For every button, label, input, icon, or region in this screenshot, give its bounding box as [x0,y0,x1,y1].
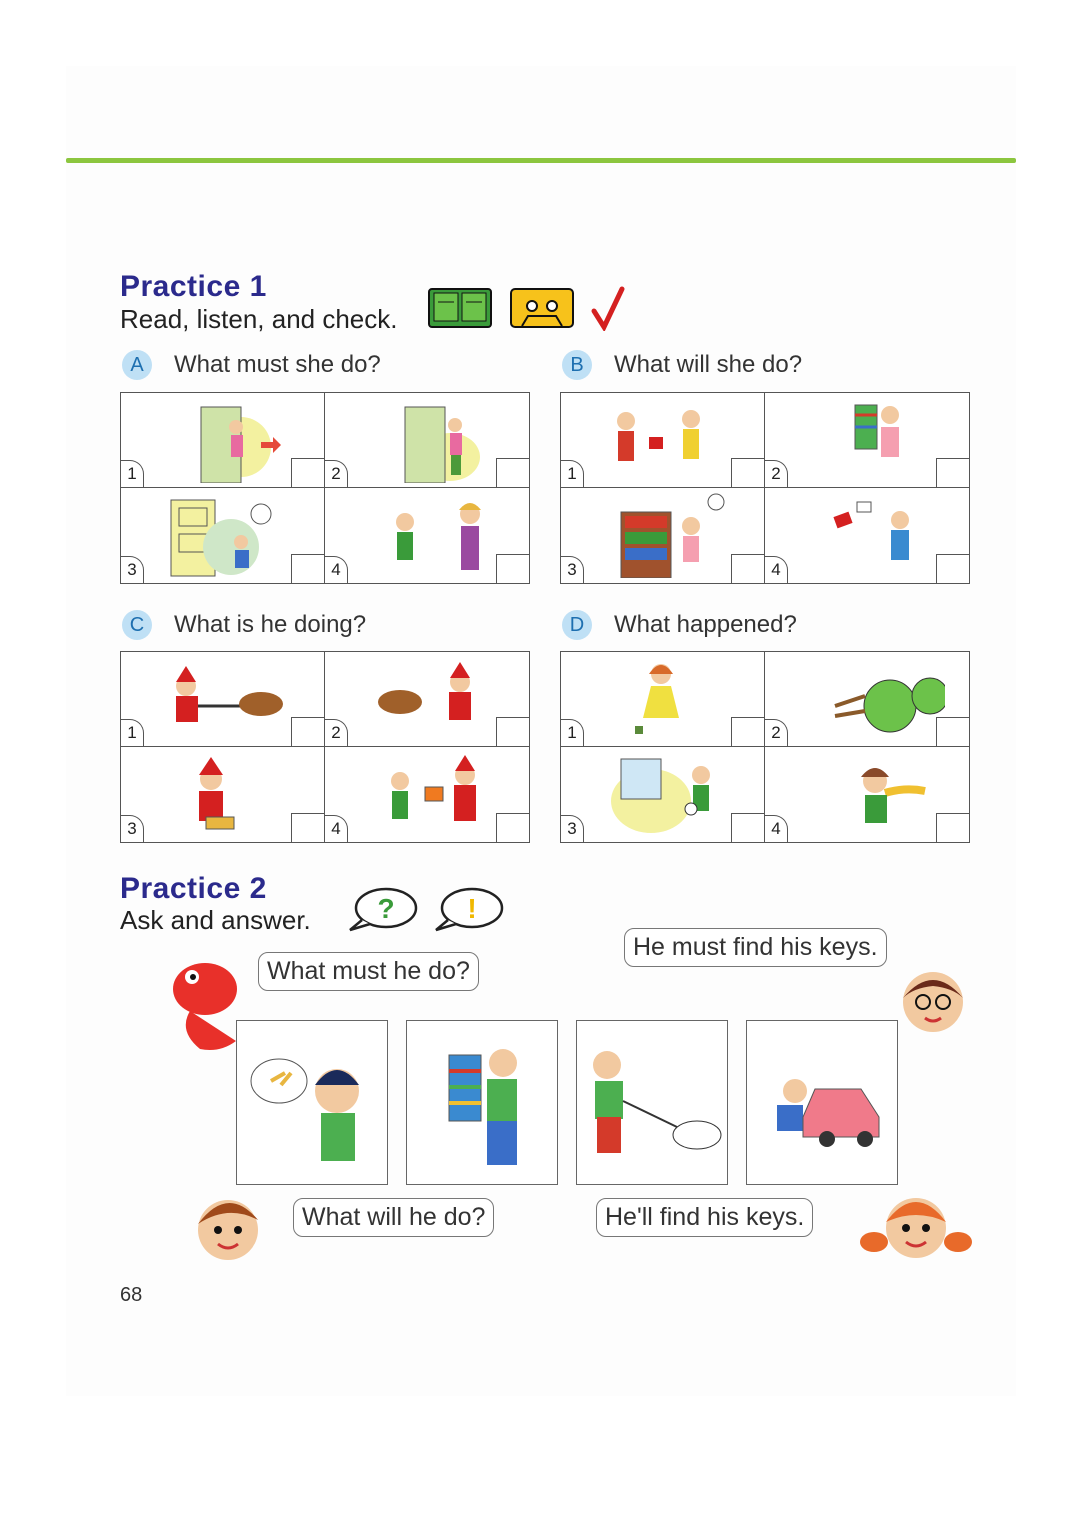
boy-broke-window-image [591,751,741,837]
option-number: 4 [765,815,788,842]
option-number: 3 [561,815,584,842]
section-c-question-text: What is he doing? [174,611,367,638]
girl-with-pigtails-character-icon [860,1186,972,1266]
section-d-question-text: What happened? [614,611,797,638]
option-number: 4 [765,556,788,583]
boy-thinking-keys-image [151,492,301,578]
speech-bubble-answer-1: He must find his keys. [624,928,887,967]
boy-character-icon [190,1188,268,1268]
girl-dropping-books-image [795,492,945,578]
checkbox[interactable] [291,458,324,487]
option-cell [561,652,765,747]
check-icon [590,285,626,331]
option-number: 2 [325,719,348,746]
option-cell [325,747,529,842]
option-number: 1 [561,460,584,487]
section-a-grid [120,392,530,584]
option-cell [325,652,529,747]
option-number: 1 [121,460,144,487]
book-icon [428,288,492,328]
checkbox[interactable] [936,813,969,842]
option-cell [561,488,765,583]
section-d-badge: D [562,610,592,640]
option-number: 4 [325,815,348,842]
speech-bubble-question-2: What will he do? [293,1198,494,1237]
section-c-grid [120,651,530,843]
boy-thinking-of-keys-image [237,1021,387,1184]
boy-washing-car-image [747,1021,897,1184]
option-cell [561,393,765,488]
option-number: 2 [765,460,788,487]
question-bubble-icon [346,886,418,934]
checkbox[interactable] [496,813,529,842]
header-rule [66,158,1016,163]
checkbox[interactable] [936,458,969,487]
girl-pulling-door-image [355,397,505,483]
section-b-question [562,350,802,380]
section-b-question-text: What will she do? [614,351,803,378]
option-number: 3 [121,556,144,583]
practice-2-instruction: Ask and answer. [120,905,311,935]
checkbox[interactable] [496,554,529,583]
checkbox[interactable] [936,717,969,746]
santa-giving-gift-image [355,751,505,837]
section-a-question [122,350,381,380]
picture-frame-carrying-books [406,1020,558,1185]
checkbox[interactable] [496,458,529,487]
speech-bubble-question-1: What must he do? [258,952,479,991]
person-in-bushes-image [795,656,945,742]
practice-1-instruction: Read, listen, and check. [120,304,398,334]
boy-carrying-books-image [407,1021,557,1184]
picture-frame-washing-car [746,1020,898,1185]
santa-pushing-reindeer-image [355,656,505,742]
girl-with-glasses-character-icon [893,962,973,1038]
girls-giving-gift-image [591,397,741,483]
checkbox[interactable] [936,554,969,583]
checkbox[interactable] [496,717,529,746]
section-a-question-text: What must she do? [174,351,381,378]
practice-2-title: Practice 2 [120,872,267,905]
option-cell [765,393,969,488]
option-number: 2 [765,719,788,746]
option-number: 4 [325,556,348,583]
checkbox[interactable] [291,813,324,842]
red-dragon-character-icon [160,955,244,1055]
option-cell [325,393,529,488]
section-c-question [122,610,366,640]
checkbox[interactable] [731,458,764,487]
option-cell [121,488,325,583]
option-number: 2 [325,460,348,487]
exclamation-bubble-icon [432,886,504,934]
option-cell [121,747,325,842]
practice-1-title: Practice 1 [120,270,267,303]
section-a-badge: A [122,350,152,380]
page-number: 68 [120,1284,143,1306]
girl-pushing-door-image [151,397,301,483]
checkbox[interactable] [291,717,324,746]
boy-walking-dog-image [577,1021,727,1184]
option-cell [121,393,325,488]
option-cell [765,652,969,747]
santa-pulling-reindeer-image [151,656,301,742]
girl-at-bookshelf-image [591,492,741,578]
svg-text:!: ! [467,893,477,924]
option-number: 1 [121,719,144,746]
section-b-badge: B [562,350,592,380]
svg-text:?: ? [377,893,395,924]
speech-bubble-answer-2: He'll find his keys. [596,1198,813,1237]
option-cell [325,488,529,583]
picture-frame-walking-dog [576,1020,728,1185]
checkbox[interactable] [731,813,764,842]
cassette-icon [510,288,574,328]
checkbox[interactable] [731,717,764,746]
option-number: 3 [561,556,584,583]
section-d-grid [560,651,970,843]
boy-with-scarf-image [795,751,945,837]
girl-dropped-cup-image [591,656,741,742]
section-c-badge: C [122,610,152,640]
checkbox[interactable] [291,554,324,583]
option-number: 3 [121,815,144,842]
girl-carrying-books-image [795,397,945,483]
santa-cooking-image [151,751,301,837]
option-cell [765,747,969,842]
option-cell [561,747,765,842]
option-cell [765,488,969,583]
option-cell [121,652,325,747]
boy-and-woman-image [355,492,505,578]
checkbox[interactable] [731,554,764,583]
section-b-grid [560,392,970,584]
picture-frame-thinking-keys [236,1020,388,1185]
option-number: 1 [561,719,584,746]
section-d-question [562,610,797,640]
